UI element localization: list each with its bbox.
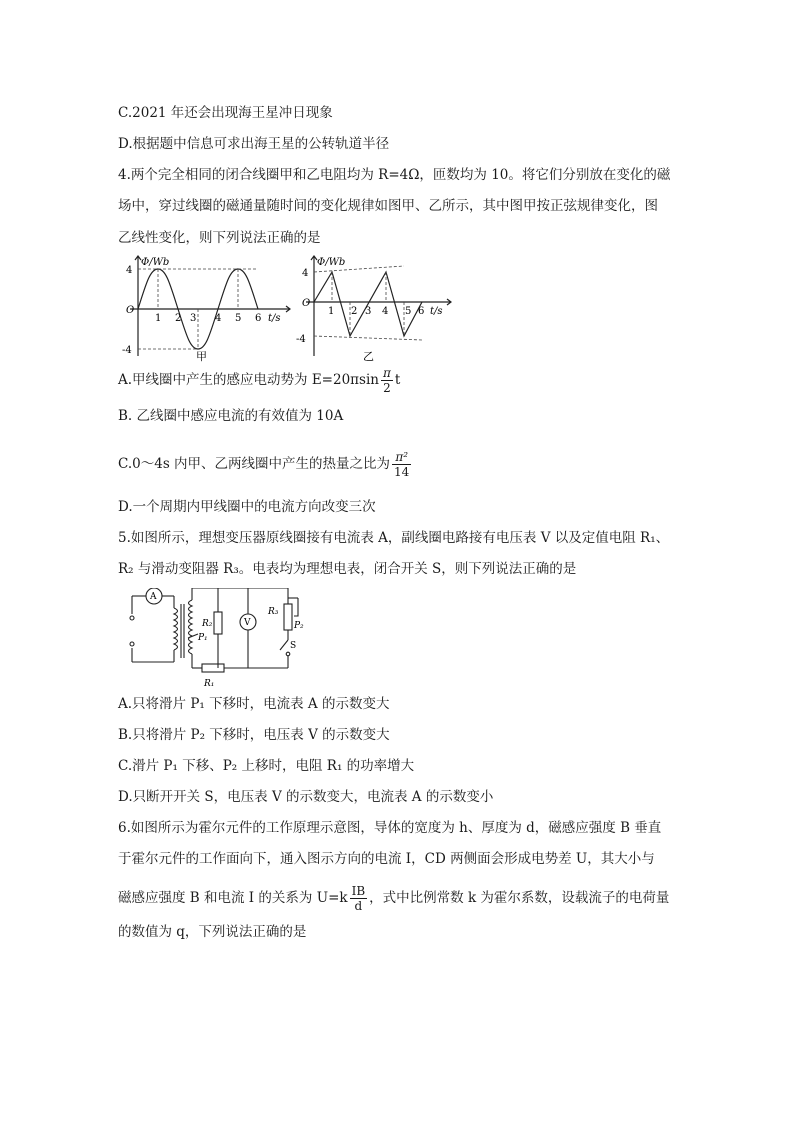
q4-option-a: A.甲线圈中产生的感应电动势为 E=20πsin $\frac{\pi}{2}$ t [118,366,401,395]
q4-option-c: C.0～4s 内甲、乙两线圈中产生的热量之比为 $\frac{\text{π²}}{14}$ [118,450,410,479]
voltmeter-label: V [244,618,251,628]
q6-stem-line-1: 6.如图所示为霍尔元件的工作原理示意图，导体的宽度为 h、厚度为 d，磁感应强度 B 垂直 [118,820,662,836]
xlabel: t/s [268,313,281,324]
figure-caption: 乙 [363,350,374,363]
tick-label: 3 [190,313,197,324]
r3-label: R₃ [268,607,279,617]
y-top-label: 4 [302,268,309,279]
option-d-text: D.根据题中信息可求出海王星的公转轨道半径 [118,136,390,152]
option-c-text: C.2021 年还会出现海王星冲日现象 [118,105,333,121]
xlabel: t/s [430,306,443,317]
q4-option-b: B. 乙线圈中感应电流的有效值为 10A [118,408,344,424]
tick-label: 1 [155,313,162,324]
tick-label: 3 [365,306,372,317]
origin-label: O [302,298,311,309]
switch-s [280,640,288,650]
switch-label: S [290,641,297,651]
p2-label: P₂ [294,621,304,631]
y-bottom-label: -4 [296,334,306,345]
q4-stem-line-3: 乙线性变化，则下列说法正确的是 [118,230,321,246]
tick-label: 4 [215,313,222,324]
q5-option-b: B.只将滑片 P₂ 下移时，电压表 V 的示数变大 [118,727,390,743]
secondary-coil [189,600,193,654]
ammeter-label: A [150,592,157,602]
q4-option-d: D.一个周期内甲线圈中的电流方向改变三次 [118,499,376,515]
linear-flux-curve [314,272,425,336]
rheostat-r3 [284,604,292,630]
q5-stem-line-2: R₂ 与滑动变阻器 R₃。电表均为理想电表，闭合开关 S，则下列说法正确的是 [118,561,577,577]
tick-label: 4 [382,306,389,317]
q5-option-d: D.只断开开关 S，电压表 V 的示数变大，电流表 A 的示数变小 [118,789,494,805]
tick-label: 2 [351,306,358,317]
resistor-r1 [202,664,224,672]
ylabel: Φ/Wb [317,257,346,268]
origin-label: O [126,305,135,316]
tick-label: 2 [175,313,182,324]
tick-label: 1 [328,306,335,317]
tick-label: 6 [418,306,425,317]
figure-caption: 甲 [196,350,207,363]
ylabel: Φ/Wb [141,257,170,268]
p1-label: P₁ [198,633,208,643]
q4-stem-line-1: 4.两个完全相同的闭合线圈甲和乙电阻均为 R=4Ω，匝数均为 10。将它们分别放在变化的磁 [118,167,671,183]
tick-label: 6 [255,313,262,324]
circuit-diagram [118,588,308,688]
y-bottom-label: -4 [122,345,132,356]
q6-stem-line-3: 磁感应强度 B 和电流 I 的关系为 U=k $\frac{IB}{d}$ ，式中比例常数 k 为霍尔系数，设载流子的电荷量 [118,884,670,913]
tick-label: 5 [405,306,412,317]
resistor-r2 [214,612,222,634]
tick-label: 5 [235,313,242,324]
r1-label: R₁ [204,679,215,688]
q5-stem-line-1: 5.如图所示，理想变压器原线圈接有电流表 A，副线圈电路接有电压表 V 以及定值电阻 R₁、 [118,530,670,546]
figure-jia [118,254,298,364]
r2-label: R₂ [202,619,213,629]
figure-yi [296,254,456,364]
q4-stem-line-2: 场中，穿过线圈的磁通量随时间的变化规律如图甲、乙所示，其中图甲按正弦规律变化，图 [118,198,658,214]
q5-option-c: C.滑片 P₁ 下移、P₂ 上移时，电阻 R₁ 的功率增大 [118,758,415,774]
q6-stem-line-2: 于霍尔元件的工作面向下，通入图示方向的电流 I，CD 两侧面会形成电势差 U，其大小与 [118,851,655,867]
primary-coil [174,608,178,650]
q6-stem-line-4: 的数值为 q，下列说法正确的是 [118,924,307,940]
q5-option-a: A.只将滑片 P₁ 下移时，电流表 A 的示数变大 [118,696,390,712]
y-top-label: 4 [126,265,133,276]
